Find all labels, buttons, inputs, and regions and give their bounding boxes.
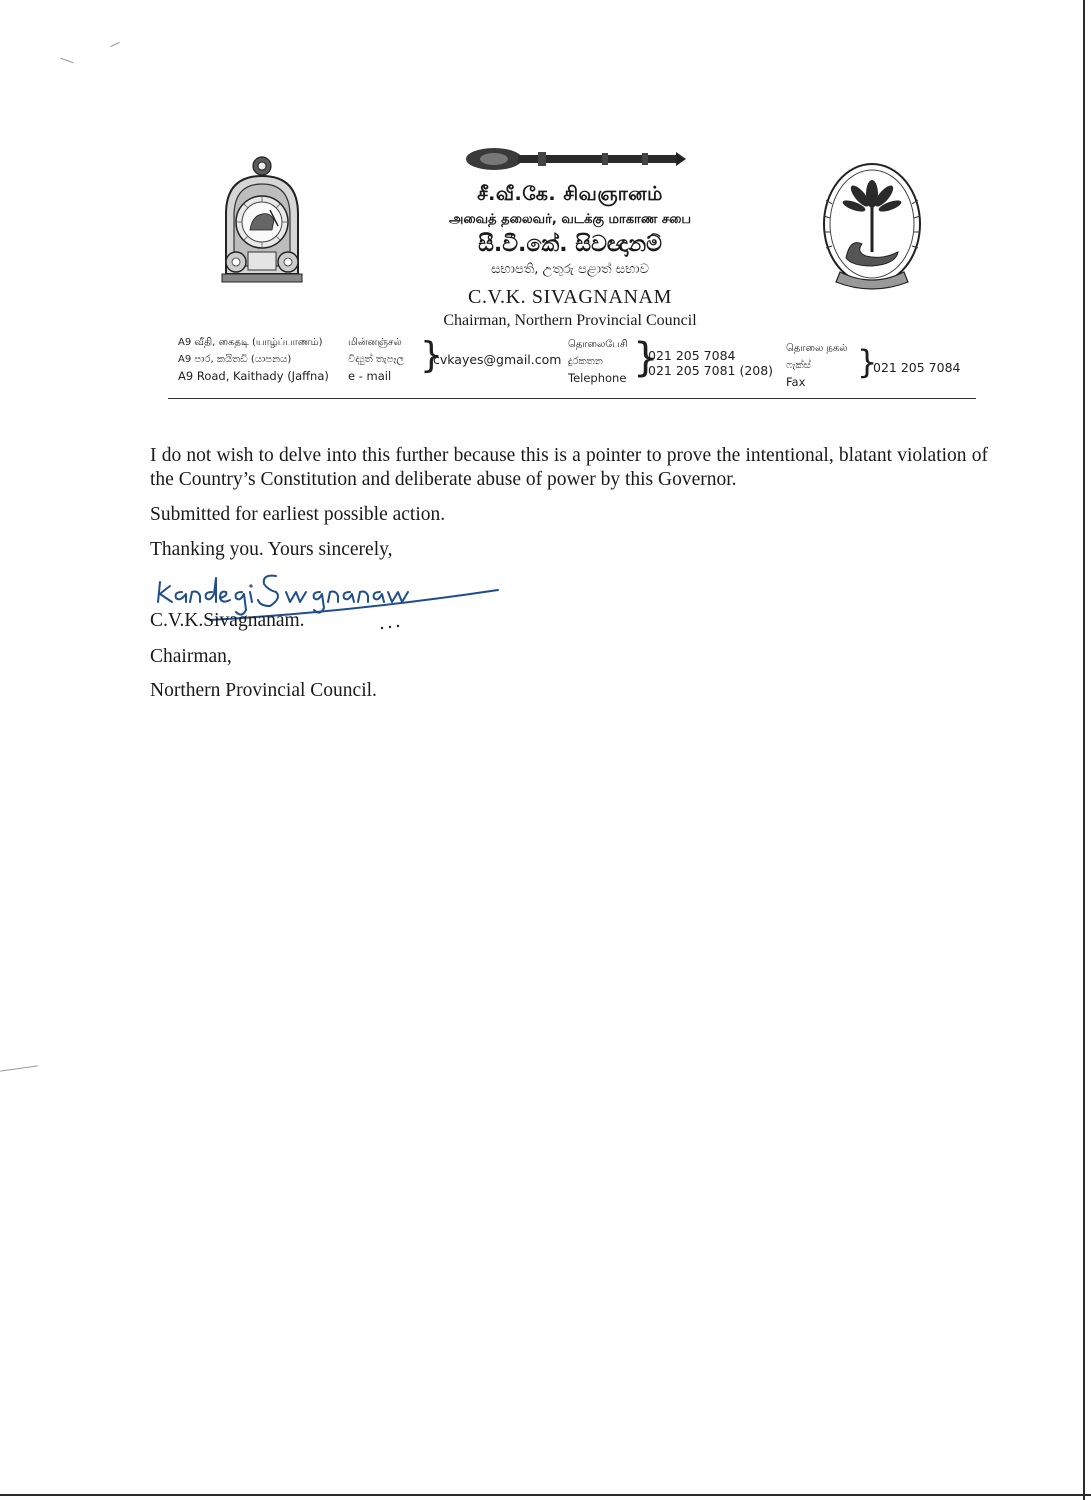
brace-icon: } [633,335,659,381]
email-label-sinhala: විද්‍යුත් තැපෑල [348,354,404,365]
telephone-labels [568,336,628,387]
scan-mark [60,58,73,64]
address-english: A9 Road, Kaithady (Jaffna) [178,369,329,383]
northern-provincial-council-seal-icon [816,160,928,295]
telephone-number-2: 021 205 7081 (208) [648,363,774,378]
brace-icon: } [857,343,878,381]
letterhead-tamil-name: சீ.வீ.கே. சிவஞானம் [477,183,663,205]
body-paragraph-3: Thanking you. Yours sincerely, [150,539,393,560]
email-labels [348,334,404,385]
email-address: cvkayes@gmail.com [433,352,562,367]
scan-mark [110,42,119,47]
fax-label-english: Fax [786,375,806,389]
telephone-label-english: Telephone [568,371,627,385]
email-label-tamil: மின்னஞ்சல் [348,337,402,348]
letterhead-english-title: Chairman, Northern Provincial Council [443,312,697,329]
letterhead-tamil-title: அவைத் தலைவர், வடக்கு மாகாண சபை [448,212,692,227]
signatory-title: Chairman, [150,646,232,667]
fax-labels [786,340,848,391]
signatory-name: C.V.K.Sivagnanam. [150,610,305,631]
email-label-english: e - mail [348,369,392,383]
telephone-number-1: 021 205 7084 [648,348,736,363]
signatory-council: Northern Provincial Council. [150,680,377,701]
letterhead-sinhala-title: සභාපති, උතුරු පළාත් සභාව [491,262,649,277]
page-edge-right [1083,0,1085,1500]
telephone-label-sinhala: දුරකතන [568,356,603,367]
address-tamil: A9 வீதி, கைதடி (யாழ்ப்பாணம்) [178,337,323,348]
mace-icon [462,146,687,172]
telephone-label-tamil: தொலைபேசி [568,339,628,350]
telephone-numbers [648,348,773,378]
scan-mark [0,1065,38,1071]
letterhead-sinhala-name: සී.වී.කේ. සිවඥානම් [478,232,662,257]
fax-label-sinhala: ෆැක්ස් [786,360,811,371]
fax-number: 021 205 7084 [873,360,961,375]
letterhead-english-name: C.V.K. SIVAGNANAM [468,286,672,308]
fax-label-tamil: தொலை நகல் [786,343,848,354]
brace-icon: } [420,335,443,376]
address-block [178,334,329,385]
body-paragraph-2: Submitted for earliest possible action. [150,504,446,525]
sri-lanka-emblem-icon [212,152,312,287]
letterhead-divider [168,398,976,399]
page-edge-bottom [0,1494,1091,1496]
address-sinhala: A9 පාර, කයිතඩි (යාපනය) [178,354,292,365]
body-paragraph-1: I do not wish to delve into this further because this is a pointer to prove the intentional, blatant violation of the Country’s Constitution and deliberate abuse of power by this Governor. [150,445,988,490]
